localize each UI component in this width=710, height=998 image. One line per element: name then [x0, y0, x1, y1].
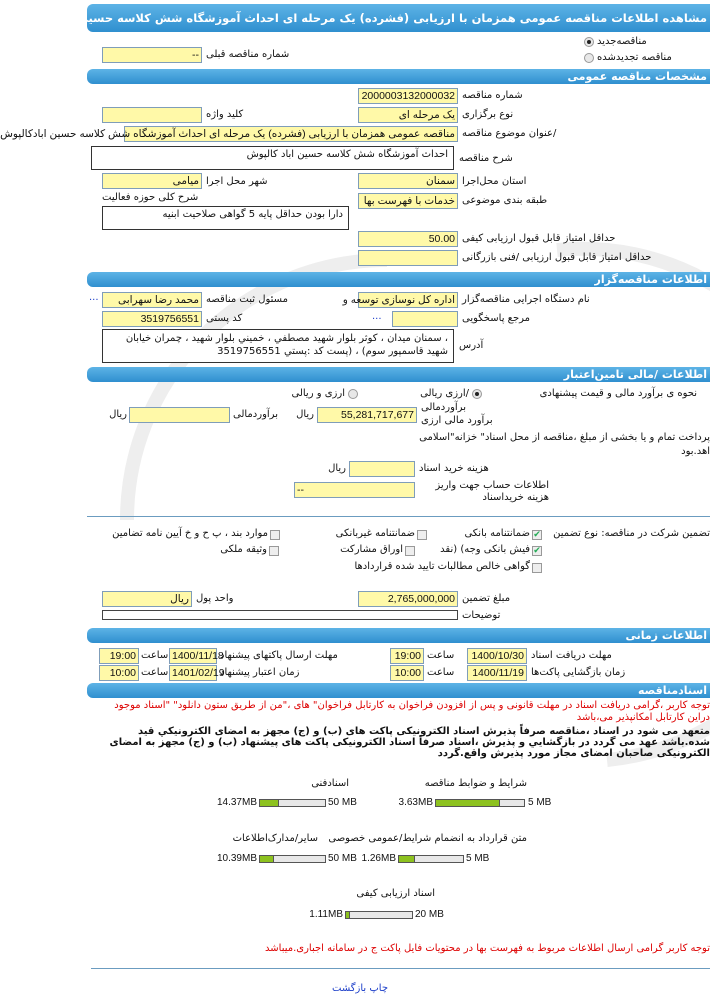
treasury-note: پرداخت تمام و یا بخشی از مبلغ ،مناقصه از محل اسناد" خزانه"اسلامی	[419, 432, 710, 443]
file-max: 50 MB	[328, 853, 357, 864]
province-label: استان محل‌اجرا	[462, 176, 527, 187]
est-label: برآوردمالی	[421, 402, 466, 413]
validity-time-field[interactable]: 10:00	[99, 665, 139, 681]
submit-time-field[interactable]: 19:00	[99, 648, 139, 664]
file-max: 5 MB	[466, 853, 490, 864]
file-label: اسنادفنی	[311, 778, 349, 789]
bonds-label: اوراق مشارکت	[340, 544, 403, 555]
radio-renewed-label: مناقصه تجدیدشده	[597, 52, 672, 63]
postal-label: کد پستی	[206, 313, 243, 324]
file-progress-bar	[345, 911, 413, 919]
org-field[interactable]: اداره کل نوسازی توسعه و	[358, 292, 458, 308]
scope-box: دارا بودن حداقل پایه 5 گواهی صلاحیت ابنیه	[102, 206, 349, 230]
resp-more-link[interactable]: ...	[89, 292, 99, 303]
type-label: نوع برگزاری	[462, 109, 514, 120]
file-size: 3.63MB	[398, 797, 433, 808]
type-field[interactable]: یک مرحله ای	[358, 107, 458, 123]
file-size: 14.37MB	[216, 797, 257, 808]
file-progress-fill	[260, 800, 279, 806]
file-max: 20 MB	[415, 909, 444, 920]
est-fx-label: برآورد مالی ارزی	[421, 415, 493, 426]
keyword-label: کلید واژه	[206, 109, 244, 120]
doc-fee-label: هزینه خرید اسناد	[419, 463, 489, 474]
back-link[interactable]: بازگشت	[332, 983, 367, 994]
file-progress-fill	[436, 800, 500, 806]
chk-bonds[interactable]	[405, 546, 415, 556]
chk-receivables-cert[interactable]	[532, 563, 542, 573]
receivables-cert-label: گواهی خالص مطالبات تایید شده قراردادها	[354, 561, 530, 572]
treasury-note-2: اهد.بود	[681, 446, 710, 457]
min-tech-label: حداقل امتیاز قابل قبول ارزیابی /فنی بازرگانی	[462, 252, 652, 263]
guarantee-amount-field[interactable]: 2,765,000,000	[358, 591, 458, 607]
doc-fee-field[interactable]	[349, 461, 415, 477]
radio-fx-rial-label: ارزی و ریالی	[291, 388, 345, 399]
chk-cash-receipt[interactable]: ✔	[533, 546, 541, 556]
hour-label: ساعت	[141, 650, 169, 661]
prev-number-label: شماره مناقصه قبلی	[206, 49, 290, 60]
file-label: سایر/مدارک‌اطلاعات	[232, 833, 318, 844]
hour-label: ساعت	[427, 650, 455, 661]
page-title: مشاهده اطلاعات مناقصه عمومی همزمان با ارزیابی (فشرده) یک مرحله ای احداث آموزشگاه شش کلاسه حسین ابادکالپوش	[87, 4, 710, 32]
radio-rial-label: /ارزی ریالی	[420, 388, 469, 399]
subject-field[interactable]: مناقصه عمومی همزمان با ارزیابی (فشرده) یک مرحله ای احداث آموزشگاه شش کلاسه حسین ابادکالپوش	[124, 126, 458, 142]
regulation-items-label: موارد بند ، پ ح و خ آیین نامه تضامین	[112, 528, 268, 539]
org-label: نام دستگاه اجرایی مناقصه‌گزار	[462, 294, 590, 305]
file-progress-bar	[398, 855, 464, 863]
chk-bank-guarantee[interactable]: ✔	[533, 530, 541, 540]
file-progress-bar	[435, 799, 525, 807]
doc-deadline-field[interactable]: 1400/10/30	[467, 648, 527, 664]
doc-deadline-label: مهلت دریافت اسناد	[531, 650, 612, 661]
file-label: متن قرارداد به انضمام شرایط/عمومی خصوصی	[328, 833, 527, 844]
file-size: 1.26MB	[361, 853, 396, 864]
file-progress-fill	[399, 856, 415, 862]
postal-field[interactable]: 3519756551	[102, 311, 202, 327]
property-label: وثیقه ملکی	[220, 544, 267, 555]
opening-time-field[interactable]: 10:00	[390, 665, 424, 681]
file-progress-fill	[346, 912, 350, 918]
rial-unit-2: ریال	[109, 409, 127, 420]
submit-label: مهلت ارسال پاکتهای پیشنهاد	[220, 650, 338, 661]
validity-date-field[interactable]: 1401/02/19	[169, 665, 217, 681]
radio-rial[interactable]	[472, 389, 482, 399]
estimate2-field[interactable]	[129, 407, 230, 423]
section-timing: اطلاعات زمانی	[87, 628, 710, 643]
section-general: مشخصات مناقصه عمومی	[87, 69, 710, 84]
radio-new-label: مناقصه‌جدید	[597, 36, 647, 47]
section-documents: اسنادمناقصه	[87, 683, 710, 698]
bank-guarantee-label: ضمانتنامه بانکی	[464, 528, 530, 539]
province-field[interactable]: سمنان	[358, 173, 458, 189]
city-label: شهر محل اجرا	[206, 176, 268, 187]
category-label: طبقه بندی موضوعی	[462, 195, 548, 206]
guarantee-label: تضمین شرکت در مناقصه: نوع تضمین	[553, 528, 710, 539]
divider	[87, 516, 710, 517]
number-label: شماره مناقصه	[462, 90, 523, 101]
tender-number-field[interactable]: 2000003132000032	[358, 88, 458, 104]
method-label: نحوه ی برآورد مالی و قیمت پیشنهادی	[539, 388, 697, 399]
category-field[interactable]: خدمات با فهرست بها	[358, 193, 458, 209]
hour-label: ساعت	[141, 667, 169, 678]
file-max: 5 MB	[528, 797, 552, 808]
validity-label: زمان اعتبار پیشنهاد	[220, 667, 300, 678]
account-field[interactable]: --	[294, 482, 415, 498]
file-progress-fill	[260, 856, 274, 862]
chk-property[interactable]	[269, 546, 279, 556]
open-label: زمان بازگشایی پاکت‌ها	[531, 667, 626, 678]
min-quality-label: حداقل امتیاز قابل قبول ارزیابی کیفی	[462, 233, 616, 244]
file-progress-bar	[259, 799, 326, 807]
section-finance: اطلاعات /مالی تامین‌اعتبار	[87, 367, 710, 382]
min-tech-field[interactable]	[358, 250, 458, 266]
price-list-notice: توجه کاربر گرامی ارسال اطلاعات مربوط به فهرست بها در محتویات فایل پاکت ج در سامانه اجباری.میباشد	[265, 943, 710, 954]
submit-deadline-field[interactable]: 1400/11/18	[169, 648, 217, 664]
min-quality-field[interactable]: 50.00	[358, 231, 458, 247]
footer-links	[332, 983, 388, 995]
section-organizer: اطلاعات مناقصه‌گزار	[87, 272, 710, 287]
download-notice: توجه کاربر ،گرامی دریافت اسناد در مهلت قانونی و پس از افزودن فراخوان به کارتابل فراخوان" های ،"من از طریق ستون دانلود" "اسناد موجود دراین کارتابل امکانپذیر می،باشد	[114, 700, 710, 723]
file-label: شرایط و ضوابط مناقصه	[424, 778, 527, 789]
radio-renewed-tender[interactable]	[584, 53, 594, 63]
nonbank-guarantee-label: ضمانتنامه غیربانکی	[335, 528, 415, 539]
chk-regulation-items[interactable]	[270, 530, 280, 540]
keyword-field[interactable]	[102, 107, 202, 123]
resp-field[interactable]: محمد رضا سهرابی	[102, 292, 202, 308]
file-max: 50 MB	[328, 797, 357, 808]
commitment-text: متعهد می شود در اسناد ،مناقصه صرفاً پذیرش اسناد الکترونیکی پاکت های (ب) و (ج) مجهز به امضای الکترونیکي قيد شده.باشد عهد می گردد در بازگشايي و پذيرش ،اسناد صرفاً اسناد الکترونیکی پاکت های پیشنهاد (ب) و (ج) مجهز به امضای الکترونیکی صاحبان امضای مجاز مورد پذيرش واقع.گردد	[109, 726, 710, 759]
desc-box: احداث آموزشگاه شش کلاسه حسین اباد کالپوش	[91, 146, 454, 170]
opening-date-field[interactable]: 1400/11/19	[467, 665, 527, 681]
rial-unit: ریال	[296, 409, 314, 420]
city-field[interactable]: میامی	[102, 173, 202, 189]
currency-label: واحد پول	[196, 593, 234, 604]
print-link[interactable]: چاپ	[369, 983, 389, 994]
ref-field[interactable]	[392, 311, 458, 327]
estimate-field[interactable]: 55,281,717,677	[317, 407, 417, 423]
notes-label: توضیحات	[462, 610, 501, 621]
est2-label: برآوردمالی	[233, 409, 278, 420]
subject-label: /عنوان موضوع مناقصه	[462, 128, 557, 139]
doc-fee-unit: ریال	[328, 463, 346, 474]
resp-label: مسئول ثبت مناقصه	[206, 294, 288, 305]
ref-label: مرجع پاسخگویی	[462, 313, 531, 324]
notes-field[interactable]	[102, 610, 458, 620]
divider	[91, 968, 710, 969]
doc-deadline-time-field[interactable]: 19:00	[390, 648, 424, 664]
file-size: 10.39MB	[216, 853, 257, 864]
file-size: 1.11MB	[309, 909, 343, 920]
cash-receipt-label: فیش بانکی وجه) (نقد	[440, 544, 530, 555]
address-box: ، سمنان میدان ، کوثر بلوار شهید مصطفي ، خميني بلوار شهيد ، چمران خيابان شهيد قاسمپور سوم) ، (پست کد :پستي 3519756551	[102, 329, 454, 363]
chk-nonbank-guarantee[interactable]	[417, 530, 427, 540]
ref-more-link[interactable]: ...	[372, 311, 382, 322]
radio-new-tender[interactable]	[584, 37, 594, 47]
amount-label: مبلغ تضمین	[462, 593, 511, 604]
hour-label: ساعت	[427, 667, 455, 678]
file-label: اسناد ارزیابی کیفی	[356, 888, 435, 899]
radio-fx-rial[interactable]	[348, 389, 358, 399]
scope-label: شرح کلی حوزه فعالیت	[102, 192, 199, 203]
currency-field[interactable]: ریال	[102, 591, 192, 607]
address-label: آدرس	[459, 340, 484, 351]
desc-label: شرح مناقصه	[459, 153, 513, 164]
file-progress-bar	[259, 855, 326, 863]
account-label: اطلاعات حساب جهت واریز هزینه خریداسناد	[435, 480, 549, 503]
prev-number-field[interactable]: --	[102, 47, 202, 63]
